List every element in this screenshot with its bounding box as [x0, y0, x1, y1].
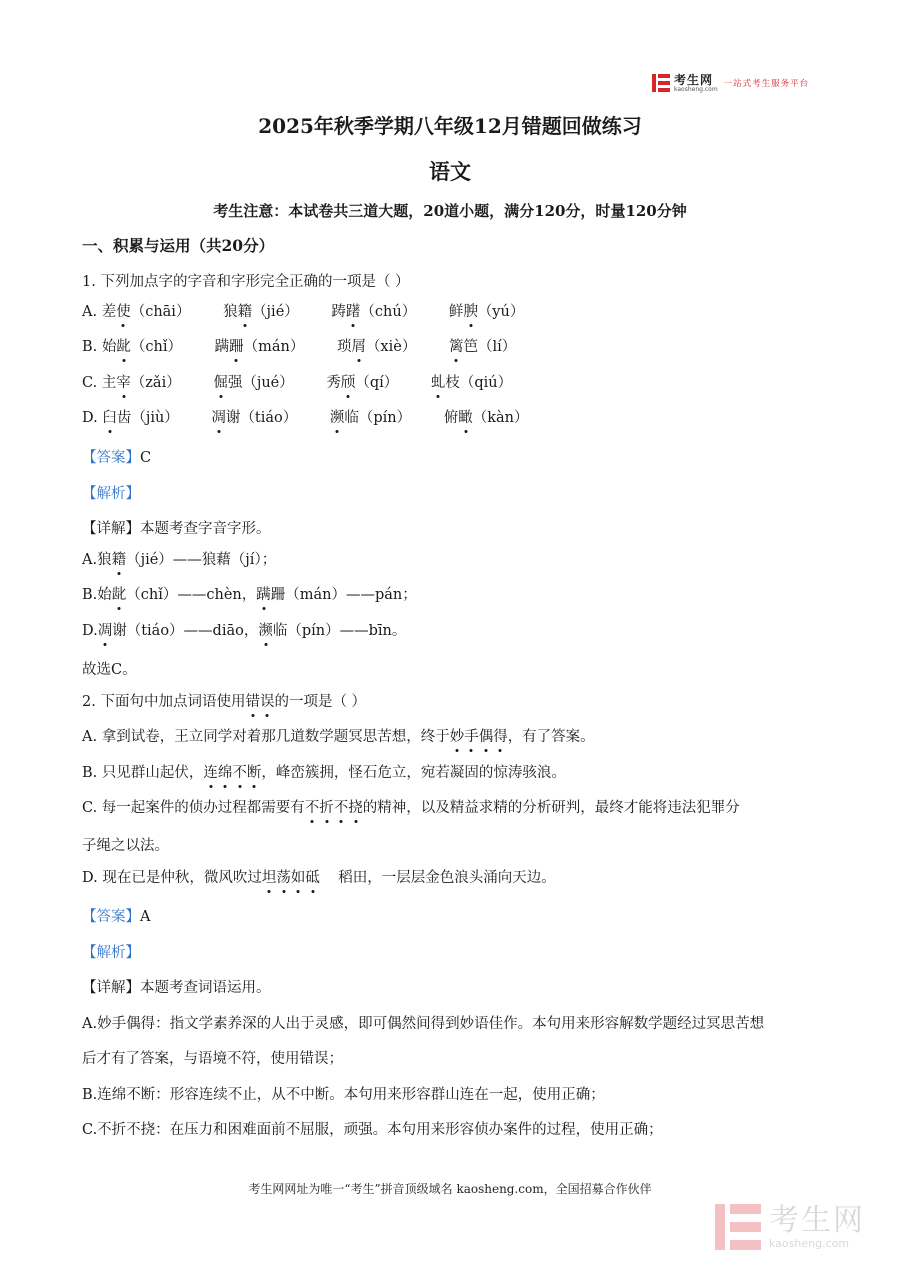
- detail-tag: 【详解】: [82, 980, 140, 996]
- q1-option-a: [82, 302, 524, 322]
- kaosheng-logo-icon: [652, 74, 670, 92]
- detail-tag: 【详解】: [82, 521, 140, 537]
- q1-option-c: [82, 373, 512, 393]
- option-label: A.: [82, 304, 98, 320]
- option-item: 蹒跚（mán）: [214, 339, 305, 355]
- option-item: 秀颀（qí）: [326, 375, 399, 391]
- q1-explain-b: B.始龀（chǐ）——chèn，蹒跚（mán）——pán；: [82, 587, 417, 603]
- q2-stem: 2. 下面句中加点词语使用错误的一项是（ ）: [82, 694, 367, 710]
- answer-value: A: [140, 909, 151, 925]
- kaosheng-logo[interactable]: [652, 72, 809, 94]
- exam-subject: 语文: [429, 159, 471, 184]
- kaosheng-watermark: [715, 1204, 865, 1250]
- q2-detail: 【详解】本题考查词语运用。: [82, 980, 271, 996]
- option-item: 俯瞰（kàn）: [443, 410, 529, 426]
- q2-option-c-cont: 子绳之以法。: [82, 838, 169, 854]
- option-item: 踌躇（chú）: [331, 304, 417, 320]
- option-label: D.: [82, 410, 98, 426]
- section-title: 一、积累与运用（共20分）: [82, 236, 275, 255]
- option-item: 主宰（zǎi）: [101, 375, 181, 391]
- option-item: 臼齿（jiù）: [102, 410, 179, 426]
- q1-answer: [82, 448, 151, 468]
- option-label: B.: [82, 339, 98, 355]
- q2-analysis-tag: 【解析】: [82, 945, 140, 961]
- q1-option-d: [82, 408, 529, 428]
- option-item: 虬枝（qiú）: [430, 375, 513, 391]
- answer-value: C: [140, 450, 152, 466]
- q2-explain-a-1: A.妙手偶得：指文学素养深的人出于灵感，即可偶然间得到妙语佳作。本句用来形容解数学题经过冥思苦想: [82, 1016, 765, 1032]
- q1-stem: 1. 下列加点字的字音和字形完全正确的一项是（ ）: [82, 274, 410, 290]
- q1-explain-a: A.狼籍（jié）——狼藉（jí）；: [82, 552, 277, 568]
- option-item: 鲜腴（yú）: [448, 304, 525, 320]
- option-item: 差使（chāi）: [101, 304, 191, 320]
- option-item: 倔强（jué）: [213, 375, 294, 391]
- option-item: 濒临（pín）: [329, 410, 412, 426]
- q2-option-a: A. 拿到试卷，王立同学对着那几道数学题冥思苦想，终于妙手偶得，有了答案。: [82, 729, 595, 745]
- option-item: 凋谢（tiáo）: [211, 410, 298, 426]
- option-item: 狼籍（jié）: [223, 304, 299, 320]
- q2-answer: [82, 907, 150, 927]
- answer-tag: 【答案】: [82, 909, 140, 925]
- watermark-cn-text: 考生网: [769, 1202, 865, 1238]
- q2-explain-c: C.不折不挠：在压力和困难面前不屈服，顽强。本句用来形容侦办案件的过程，使用正确；: [82, 1122, 663, 1138]
- q2-option-b: B. 只见群山起伏，连绵不断，峰峦簇拥，怪石危立，宛若凝固的惊涛骇浪。: [82, 765, 566, 781]
- exam-title: 2025年秋季学期八年级12月错题回做练习: [258, 114, 642, 138]
- q2-explain-a-2: 后才有了答案，与语境不符，使用错误；: [82, 1051, 343, 1067]
- q1-conclusion: 故选C。: [82, 662, 137, 678]
- page-footer: 考生网网址为唯一“考生”拼音顶级域名 kaosheng.com，全国招募合作伙伴: [248, 1182, 652, 1196]
- q1-option-b: [82, 337, 516, 357]
- q1-analysis-tag: 【解析】: [82, 486, 140, 502]
- logo-en-text: kaosheng.com: [674, 85, 718, 93]
- answer-tag: 【答案】: [82, 450, 140, 466]
- q2-option-c: C. 每一起案件的侦办过程都需要有不折不挠的精神，以及精益求精的分析研判，最终才能将违法犯罪分: [82, 800, 740, 816]
- q2-option-d: D. 现在已是仲秋，微风吹过坦荡如砥 稻田，一层层金色浪头涌向天边。: [82, 870, 556, 886]
- logo-cn-text: 考生网: [674, 72, 714, 87]
- option-item: 始龀（chǐ）: [101, 339, 182, 355]
- watermark-en-text: kaosheng.com: [769, 1236, 850, 1250]
- exam-notice: 考生注意：本试卷共三道大题，20道小题，满分120分，时量120分钟: [213, 202, 687, 220]
- kaosheng-watermark-icon: [715, 1204, 761, 1250]
- option-label: C.: [82, 375, 98, 391]
- q2-explain-b: B.连绵不断：形容连续不止，从不中断。本句用来形容群山连在一起，使用正确；: [82, 1087, 605, 1103]
- q1-detail: 【详解】本题考查字音字形。: [82, 521, 271, 537]
- option-item: 琐屑（xiè）: [336, 339, 417, 355]
- logo-slogan: 一站式考生服务平台: [723, 79, 810, 89]
- q1-explain-d: D.凋谢（tiáo）——diāo，濒临（pín）——bīn。: [82, 623, 407, 639]
- option-item: 篱笆（lí）: [448, 339, 517, 355]
